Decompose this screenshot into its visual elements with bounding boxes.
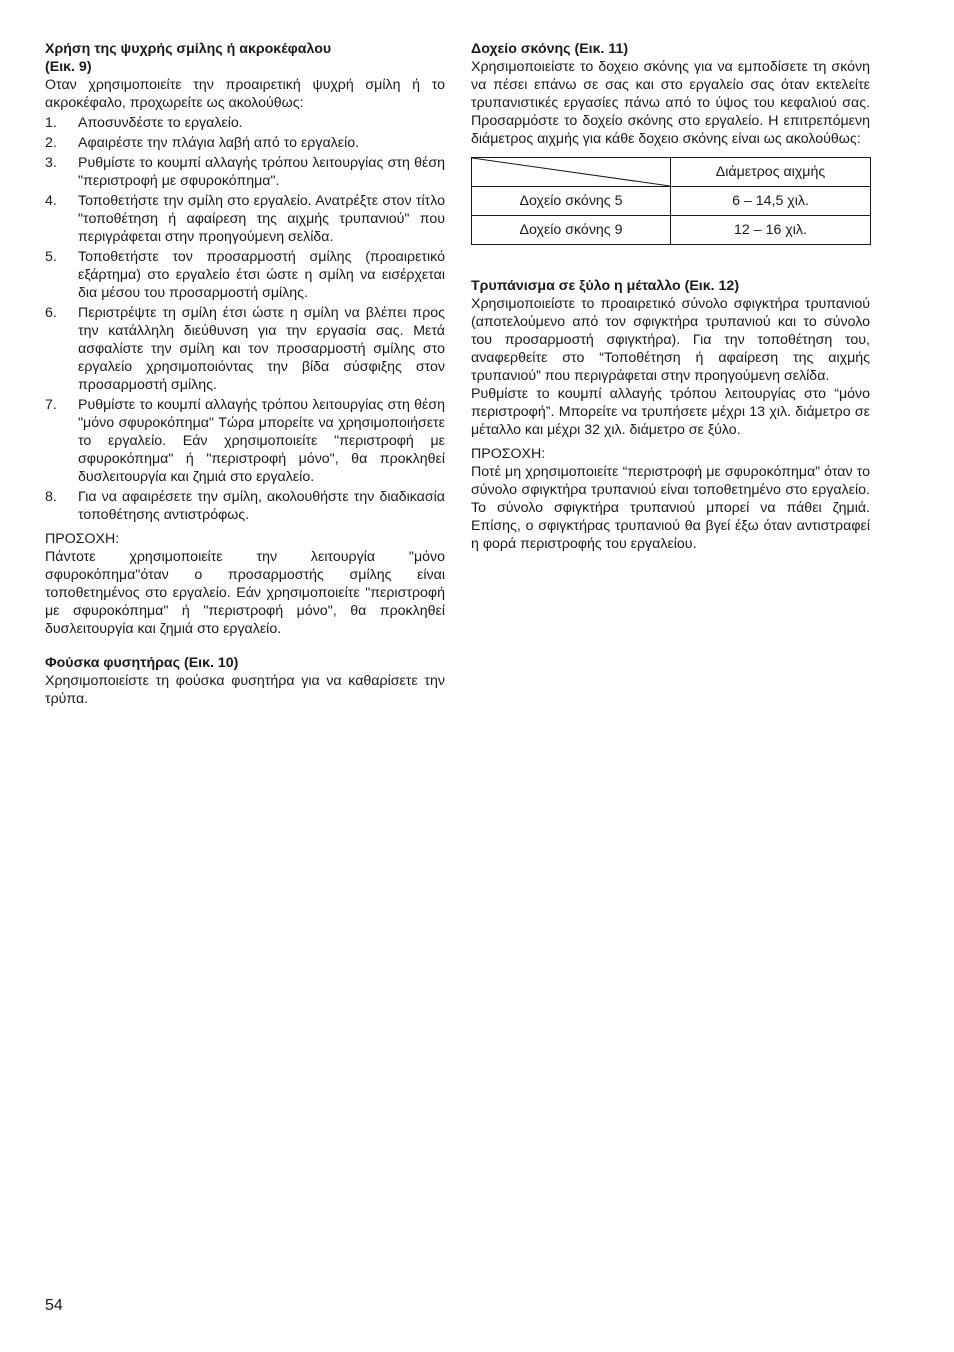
step-item — [45, 248, 445, 302]
table-header-row — [472, 158, 871, 187]
step-text: Αποσυνδέστε το εργαλείο. — [78, 115, 243, 131]
step-item — [45, 134, 445, 152]
step-text: Τοποθετήστε τον προσαρμοστή σμίλης (προαιρετικό εξάρτημα) στο εργαλείο έτσι ώστε η σμίλη να εισέρχεται δια μέσου του προσαρμοστή σμίλης. — [78, 249, 445, 301]
caution-label: ΠΡΟΣΟΧΗ: — [471, 446, 546, 462]
step-number: 3. — [45, 155, 57, 171]
blow-out-bulb-title: Φούσκα φυσητήρας (Εικ. 10) — [45, 655, 239, 671]
chisel-section-title — [45, 40, 445, 76]
diagonal-line — [472, 158, 670, 186]
table-row — [472, 187, 871, 216]
caution-text: Ποτέ μη χρησιμοποιείτε “περιστροφή με σφυροκόπημα” όταν το σύνολο σφιγκτήρα τρυπανιού είναι τοποθετημένο στο εργαλείο. Το σύνολο σφιγκτήρα τρυπανιού μπορεί να πάθει ζημιά. Επίσης, ο σφιγκτήρας τρυπανιού θα βγεί έξω όταν αντιστραφεί η φορά περιστροφής του εργαλείου. — [471, 464, 870, 552]
step-item — [45, 114, 445, 132]
step-text: Αφαιρέστε την πλάγια λαβή από το εργαλείο. — [78, 135, 360, 151]
table-header-empty — [472, 158, 671, 187]
step-text: Για να αφαιρέσετε την σμίλη, ακολουθήστε την διαδικασία τοποθέτησης αντιστρόφως. — [78, 489, 445, 523]
step-text: Περιστρέψτε τη σμίλη έτσι ώστε η σμίλη να βλέπει προς την κατάλληλη διεύθυνση για την εργασία σας. Μετά ασφαλίστε την σμίλη και τον προσαρμοστή σμίλης στο εργαλείο χρησιμοποιόντας την βίδα σύσφιξης στον προσαρμοστή σμίλης. — [78, 305, 445, 393]
table-row-label: Δοχείο σκόνης 5 — [472, 187, 671, 216]
step-number: 7. — [45, 397, 57, 413]
dust-cup-section — [471, 40, 870, 245]
chisel-title-line1: Χρήση της ψυχρής σμίλης ή ακροκέφαλου — [45, 41, 332, 57]
page-number: 54 — [45, 1297, 63, 1314]
left-column — [45, 40, 445, 724]
dust-cup-title: Δοχείο σκόνης (Εικ. 11) — [471, 41, 629, 57]
blow-out-bulb-text: Χρησιμοποιείστε τη φούσκα φυσητήρα για να καθαρίσετε την τρύπα. — [45, 673, 445, 707]
drilling-title: Τρυπάνισμα σε ξύλο η μέταλλο (Εικ. 12) — [471, 278, 740, 294]
step-item — [45, 154, 445, 190]
chisel-title-line2: (Εικ. 9) — [45, 59, 92, 75]
chisel-caution — [45, 530, 445, 638]
table-row-label: Δοχείο σκόνης 9 — [472, 216, 671, 245]
step-item — [45, 304, 445, 394]
dust-cup-table — [471, 157, 871, 245]
step-number: 8. — [45, 489, 57, 505]
caution-text: Πάντοτε χρησιμοποιείτε την λειτουργία "μόνο σφυροκόπημα"όταν ο προσαρμοστής σμίλης είναι τοποθετημένος στο εργαλείο. Εάν χρησιμοποιείτε "περιστροφή με σφυροκόπημα" ή "περιστροφή μόνο", θα προκληθεί δυσλειτουργία και ζημιά στο εργαλείο. — [45, 549, 445, 637]
table-row — [472, 216, 871, 245]
caution-label: ΠΡΟΣΟΧΗ: — [45, 531, 120, 547]
chisel-section — [45, 40, 445, 638]
step-number: 6. — [45, 305, 57, 321]
table-row-value: 6 – 14,5 χιλ. — [671, 187, 871, 216]
drilling-text-1: Χρησιμοποιείστε το προαιρετικό σύνολο σφιγκτήρα τρυπανιού (αποτελούμενο από τον σφιγκτήρα τρυπανιού και το σύνολο του προσαρμοστή σφιγκτήρα). Για την τοποθέτηση του, αναφερθείτε στο “Τοποθέτηση ή αφαίρεση της αιχμής τρυπανιού” που περιγράφεται στην προηγούμενη σελίδα. — [471, 296, 870, 384]
blow-out-bulb-section — [45, 654, 445, 708]
step-number: 2. — [45, 135, 57, 151]
table-header-cell: Διάμετρος αιχμής — [671, 158, 871, 187]
dust-cup-text: Χρησιμοποιείστε το δοχειο σκόνης για να εμποδίσετε τη σκόνη να πέσει επάνω σε σας και στο εργαλείο σας όταν εκτελείτε τρυπανιστικές εργασίες πάνω από το ύψος του κεφαλιού σας. Προσαρμόστε το δοχείο σκόνης στο εργαλείο. Η επιτρεπόμενη διάμετρος αιχμής για κάθε δοχειο σκόνης είναι ως ακολούθως: — [471, 59, 870, 147]
drilling-text-2: Ρυθμίστε το κουμπί αλλαγής τρόπου λειτουργίας στο “μόνο περιστροφή”. Μπορείτε να τρυπήσετε μέχρι 13 χιλ. διάμετρο σε μέταλλο και μέχρι 32 χιλ. διάμετρο σε ξύλο. — [471, 386, 870, 438]
drilling-caution — [471, 445, 870, 553]
step-number: 5. — [45, 249, 57, 265]
step-number: 1. — [45, 115, 57, 131]
step-item — [45, 396, 445, 486]
right-column — [471, 40, 870, 569]
step-number: 4. — [45, 193, 57, 209]
drilling-section — [471, 277, 870, 553]
step-text: Ρυθμίστε το κουμπί αλλαγής τρόπου λειτουργίας στη θέση "μόνο σφυροκόπημα" Τώρα μπορείτε να χρησιμοποιήσετε το εργαλείο. Εάν χρησιμοποιείτε "περιστροφή με σφυροκόπημα" ή "περιστροφή μόνο", θα προκληθεί δυσλειτουργία και ζημιά στο εργαλείο. — [78, 397, 445, 485]
step-item — [45, 488, 445, 524]
step-text: Τοποθετήστε την σμίλη στο εργαλείο. Ανατρέξτε στον τίτλο "τοποθέτηση ή αφαίρεση της αιχμής τρυπανιού" που περιγράφεται στην προηγούμενη σελίδα. — [78, 193, 445, 245]
chisel-steps — [45, 114, 445, 524]
table-row-value: 12 – 16 χιλ. — [671, 216, 871, 245]
step-item — [45, 192, 445, 246]
chisel-intro: Οταν χρησιμοποιείτε την προαιρετική ψυχρή σμίλη ή το ακροκέφαλο, προχωρείτε ως ακολούθως: — [45, 77, 445, 111]
step-text: Ρυθμίστε το κουμπί αλλαγής τρόπου λειτουργίας στη θέση "περιστροφή με σφυροκόπημα". — [78, 155, 445, 189]
